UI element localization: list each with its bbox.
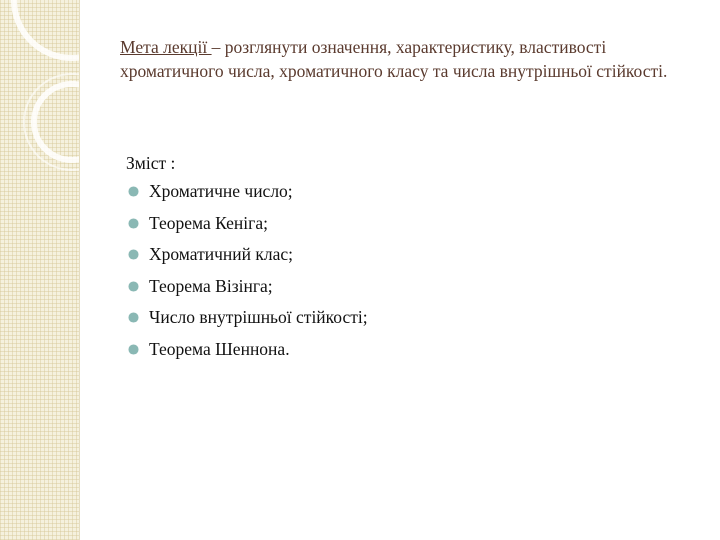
contents-section: [126, 150, 686, 365]
list-item: [126, 334, 686, 366]
contents-list: [126, 176, 686, 365]
list-item: [126, 302, 686, 334]
decorative-circles-icon: [0, 0, 80, 540]
list-item-label: Хроматичний клас;: [149, 244, 293, 264]
list-item: [126, 271, 686, 303]
list-item: [126, 208, 686, 240]
decorative-side-strip: [0, 0, 80, 540]
bullet-circle-icon: [128, 344, 139, 355]
list-item: [126, 176, 686, 208]
list-item-label: Хроматичне число;: [149, 181, 293, 201]
bullet-circle-icon: [128, 312, 139, 323]
bullet-circle-icon: [128, 186, 139, 197]
bullet-circle-icon: [128, 281, 139, 292]
contents-title: Зміст :: [126, 153, 176, 173]
bullet-circle-icon: [128, 218, 139, 229]
lecture-goal-label: Мета лекції: [120, 37, 212, 57]
list-item-label: Теорема Кеніга;: [149, 212, 268, 233]
lecture-goal: [120, 35, 700, 83]
lecture-goal-text: – розглянути означення, характеристику, властивості хроматичного числа, хроматичного класу та числа внутрішньої стійкості.: [120, 37, 668, 81]
list-item-label: Теорема Шеннона.: [149, 338, 290, 359]
list-item-label: Теорема Візінга;: [149, 275, 273, 296]
list-item-label: Число внутрішньої стійкості;: [149, 307, 368, 327]
bullet-circle-icon: [128, 249, 139, 260]
list-item: [126, 239, 686, 271]
